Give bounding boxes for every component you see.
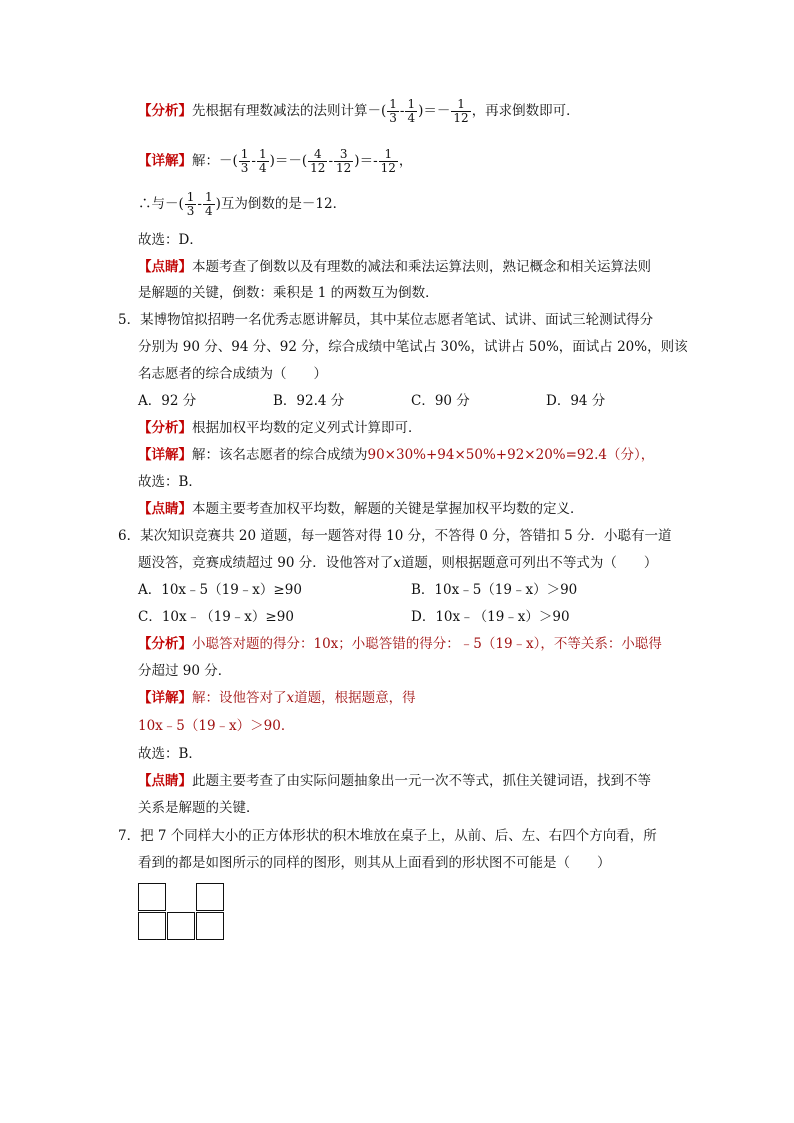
therefore-line: ∴与－( $\frac{1}{3}$ - $\frac{1}{4}$ )互为倒数的是－12． xyxy=(138,190,347,218)
q6-option-a: A．10x﹣5（19﹣x）≥90 xyxy=(138,582,302,598)
fraction: $\frac{1}{3}$ xyxy=(389,97,397,125)
fraction: $\frac{1}{12}$ xyxy=(453,97,469,125)
detail-line-1: 【详解】解：－( $\frac{1}{3}$ - $\frac{1}{4}$ )＝－( $\frac{4}{12}$ - $\frac{3}{12}$ )＝- $\frac{1}{12}$ ， xyxy=(138,147,413,175)
analysis-line-1: 【分析】先根据有理数减法的法则计算－( $\frac{1}{3}$ - $\frac{1}{4}$ )＝－ $\frac{1}{12}$ ，再求倒数即可． xyxy=(138,97,580,125)
comment-tag: 【点睛】 xyxy=(138,259,192,275)
q5-option-c: C．90 分 xyxy=(411,393,470,409)
q5-stem-2: 分别为 90 分、94 分、92 分，综合成绩中笔试占 30%，试讲占 50%，面试占 20%，则该 xyxy=(138,339,688,355)
q6-comment-2: 关系是解题的关键． xyxy=(138,800,260,816)
q5-option-a: A．92 分 xyxy=(138,393,197,409)
q6-inequality: 10x﹣5（19﹣x）＞90． xyxy=(138,718,295,734)
fraction: $\frac{1}{12}$ xyxy=(380,147,396,175)
fraction: $\frac{1}{4}$ xyxy=(258,147,267,175)
comment-line-1: 【点睛】本题考查了倒数以及有理数的减法和乘法运算法则，熟记概念和相关运算法则 xyxy=(138,259,651,275)
figure-cell xyxy=(196,883,224,911)
q6-analysis-1: 【分析】小聪答对题的得分：10x；小聪答错的得分：﹣5（19﹣x），不等关系：小聪得 xyxy=(138,636,662,652)
q6-analysis-2: 分超过 90 分． xyxy=(138,663,232,679)
q5-stem-3: 名志愿者的综合成绩为（ ） xyxy=(138,366,327,382)
q6-option-b: B．10x﹣5（19﹣x）＞90 xyxy=(411,582,578,598)
q6-choice: 故选：B． xyxy=(138,746,202,762)
q5-detail: 【详解】解：该名志愿者的综合成绩为90×30%+94×50%+92×20%=92.4（分）， xyxy=(138,447,655,463)
analysis-tag: 【分析】 xyxy=(138,103,192,119)
fraction: $\frac{1}{3}$ xyxy=(240,147,249,175)
q6-detail: 【详解】解：设他答对了x道题，根据题意，得 xyxy=(138,690,416,706)
figure-cell xyxy=(138,883,166,911)
fraction: $\frac{1}{3}$ xyxy=(186,190,195,218)
q6-option-c: C．10x﹣（19﹣x）≥90 xyxy=(138,609,294,625)
q7-stem-1: 7．把 7 个同样大小的正方体形状的积木堆放在桌子上，从前、后、左、右四个方向看，所 xyxy=(118,828,657,844)
detail-tag: 【详解】 xyxy=(138,153,192,169)
q6-option-d: D．10x﹣（19﹣x）＞90 xyxy=(411,609,570,625)
fraction: $\frac{3}{12}$ xyxy=(336,147,352,175)
fraction: $\frac{1}{4}$ xyxy=(204,190,213,218)
figure-cell xyxy=(196,912,224,940)
fraction: $\frac{1}{4}$ xyxy=(407,97,416,125)
q5-stem-1: 5．某博物馆拟招聘一名优秀志愿讲解员，其中某位志愿者笔试、试讲、面试三轮测试得分 xyxy=(118,312,654,328)
q5-comment: 【点睛】本题主要考查加权平均数，解题的关键是掌握加权平均数的定义． xyxy=(138,501,584,517)
figure-cell xyxy=(138,912,166,940)
fraction: $\frac{4}{12}$ xyxy=(310,147,326,175)
q5-option-d: D．94 分 xyxy=(546,393,606,409)
q5-option-b: B．92.4 分 xyxy=(273,393,345,409)
q7-stem-2: 看到的都是如图所示的同样的图形，则其从上面看到的形状图不可能是（ ） xyxy=(138,855,611,871)
comment-line-2: 是解题的关键，倒数：乘积是 1 的两数互为倒数． xyxy=(138,285,439,301)
choice-line: 故选：D． xyxy=(138,232,203,248)
q5-analysis: 【分析】根据加权平均数的定义列式计算即可． xyxy=(138,420,422,436)
q6-stem-2: 题没答，竞赛成绩超过 90 分．设他答对了x道题，则根据题意可列出不等式为（ ） xyxy=(138,555,658,571)
q5-choice: 故选：B． xyxy=(138,474,202,490)
q6-stem-1: 6．某次知识竞赛共 20 道题，每一题答对得 10 分，不答得 0 分，答错扣 5 分．小聪有一道 xyxy=(118,528,672,544)
q6-comment-1: 【点睛】此题主要考查了由实际问题抽象出一元一次不等式，抓住关键词语，找到不等 xyxy=(138,773,651,789)
figure-cell xyxy=(167,912,195,940)
